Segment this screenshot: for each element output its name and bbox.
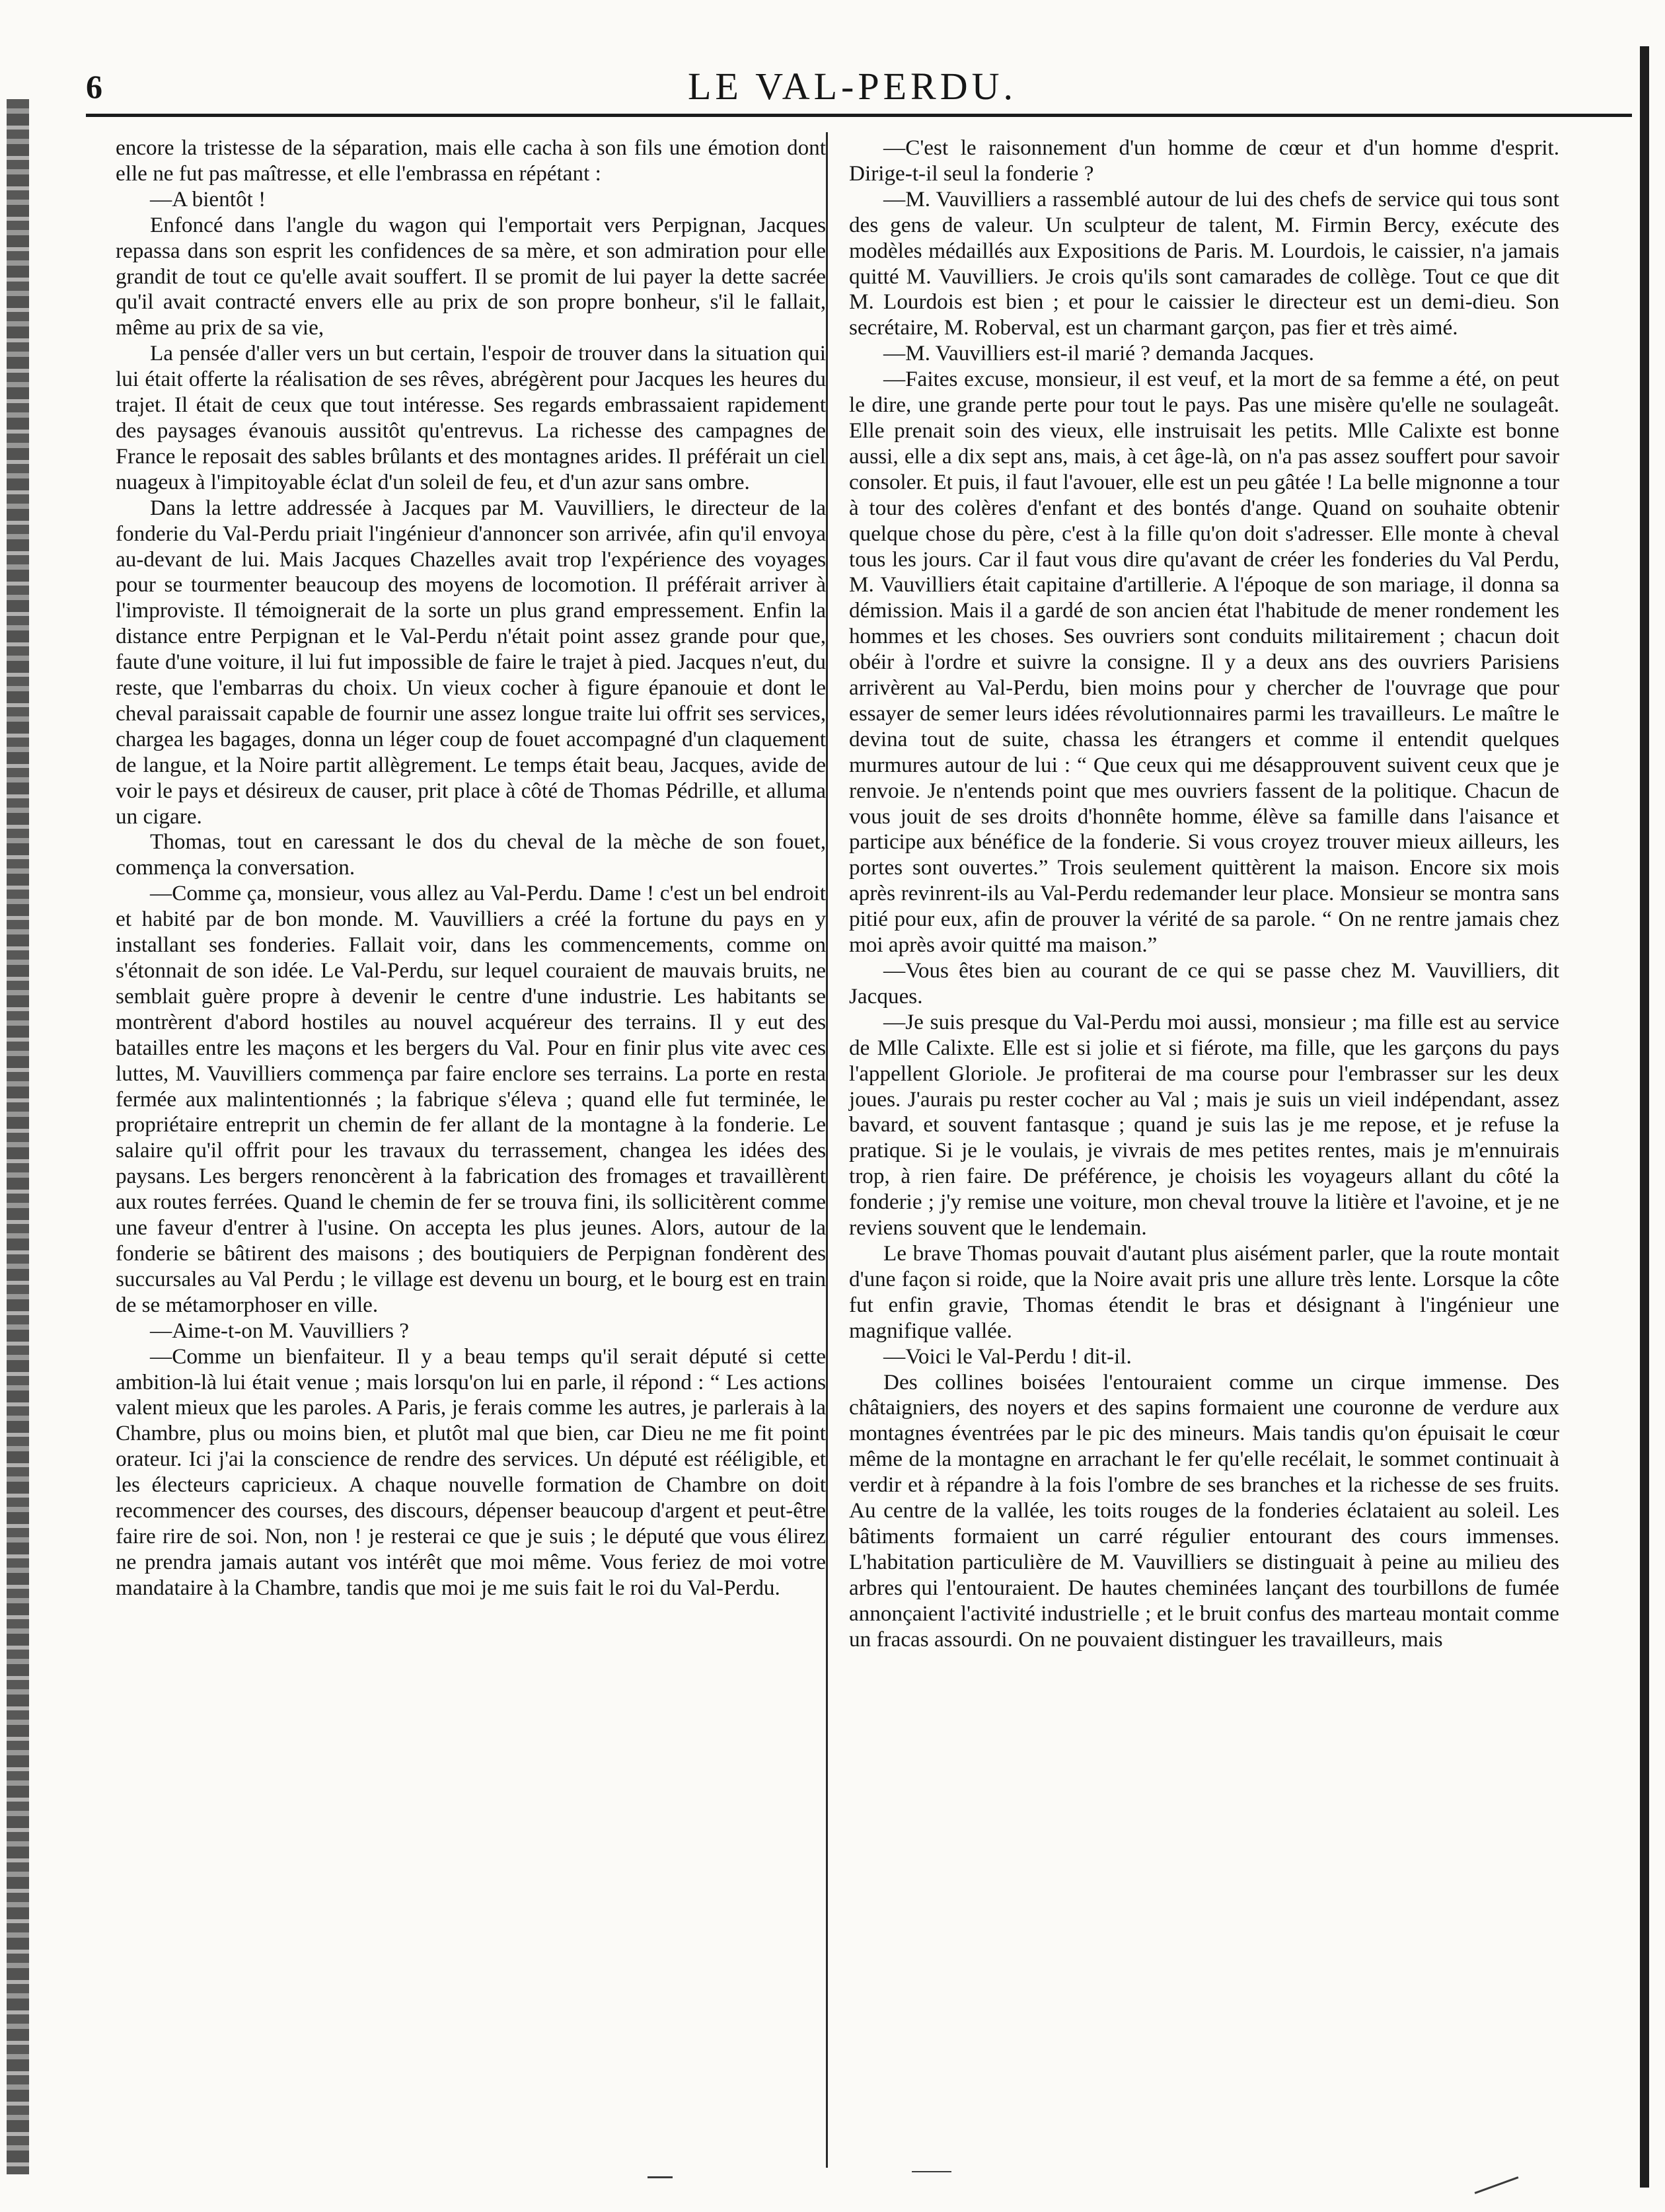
paragraph: Enfoncé dans l'angle du wagon qui l'emportait vers Perpignan, Jacques repassa dans son esprit les confidences de sa mère, et son admiration pour elle grandit de tout ce qu'elle avait souffert. Il se promit de lui payer la dette sacrée qu'il avait contracté envers elle au prix de son propre bonheur, s'il le fallait, même au prix de sa vie, xyxy=(116,212,826,340)
paragraph: —M. Vauvilliers a rassemblé autour de lui des chefs de service qui tous sont des gens de valeur. Un sculpteur de talent, M. Firmin Bercy, exécute des modèles médaillés aux Expositions de Paris. M. Lourdois, le caissier, n'a jamais quitté M. Vauvilliers. Je crois qu'ils sont camarades de collège. Tout ce que dit M. Lourdois est bien ; et pour le caissier le directeur est un demi-dieu. Son secrétaire, M. Roberval, est un charmant garçon, pas fier et très aimé. xyxy=(849,186,1559,340)
page-header xyxy=(86,63,1619,110)
scan-right-border xyxy=(1640,46,1649,2188)
left-column xyxy=(116,135,826,1601)
paragraph: —Comme ça, monsieur, vous allez au Val-Perdu. Dame ! c'est un bel endroit et habité par de bon monde. M. Vauvilliers a créé la fortune du pays en y installant ses fonderies. Fallait voir, dans les commencements, comme on s'étonnait de son idée. Le Val-Perdu, sur lequel couraient de mauvais bruits, ne semblait guère propre à devenir le centre d'une industrie. Les habitants se montrèrent d'abord hostiles au nouvel acquéreur des terrains. Il y eut des batailles entre les maçons et les bergers du Val. Pour en finir plus vite avec ces luttes, M. Vauvilliers commença par faire enclore ses terrains. La porte en resta fermée aux malintentionnés ; la fabrique s'éleva ; quand elle fut terminée, le propriétaire entreprit un chemin de fer allant de la montagne à la fonderie. Le salaire qu'il offrit pour les travaux du terrassement, changea les idées des paysans. Les bergers renoncèrent à la fabrication des fromages et travaillèrent aux routes ferrées. Quand le chemin de fer se trouva fini, ils sollicitèrent comme une faveur d'entrer à l'usine. On accepta les plus jeunes. Alors, autour de la fonderie se bâtirent des maisons ; des boutiquiers de Perpignan fondèrent des succursales au Val Perdu ; le village est devenu un bourg, et le bourg est en train de se métamorphoser en ville. xyxy=(116,881,826,1317)
running-title: LE VAL-PERDU. xyxy=(688,65,1017,108)
scan-binding-edge xyxy=(7,99,29,2174)
page-number: 6 xyxy=(86,68,102,105)
scan-speck xyxy=(912,2171,951,2172)
paragraph: —C'est le raisonnement d'un homme de cœur et d'un homme d'esprit. Dirige-t-il seul la fonderie ? xyxy=(849,135,1559,186)
paragraph: —Aime-t-on M. Vauvilliers ? xyxy=(150,1318,410,1343)
paragraph: —M. Vauvilliers est-il marié ? demanda Jacques. xyxy=(883,341,1314,366)
scan-speck xyxy=(648,2176,673,2178)
right-column xyxy=(849,135,1559,1652)
scan-speck xyxy=(1475,2176,1519,2194)
paragraph: Des collines boisées l'entouraient comme un cirque immense. Des châtaigniers, des noyers et des sapins formaient une couronne de verdure aux montagnes éventrées par le pic des mineurs. Mais tandis qu'on épuisait le cœur même de la montagne en arrachant le fer qu'elle recélait, le sommet continuait à verdir et à répandre à la fois l'ombre de ses branches et la richesse de ses fruits. Au centre de la vallée, les toits rouges de la fonderies éclataient au soleil. Les bâtiments formaient un carré régulier entourant des cours immenses. L'habitation particulière de M. Vauvilliers se distinguait à peine au milieu des arbres qui l'entouraient. De hautes cheminées lançant des tourbillons de fumée annonçaient l'activité industrielle ; et le bruit confus des marteau montait comme un fracas assourdi. On ne pouvaient distinguer les travailleurs, mais xyxy=(849,1369,1559,1652)
paragraph: encore la tristesse de la séparation, mais elle cacha à son fils une émotion dont elle ne fut pas maîtresse, et elle l'embrassa en répétant : xyxy=(116,135,826,186)
paragraph: —A bientôt ! xyxy=(150,186,266,211)
paragraph: —Faites excuse, monsieur, il est veuf, et la mort de sa femme a été, on peut le dire, une grande perte pour tout le pays. Pas une misère qu'elle ne soulageât. Elle prenait soin des vieux, elle instruisait les petits. Mlle Calixte est bonne aussi, elle a dix sept ans, mais, à cet âge-là, on n'a pas assez souffert pour savoir consoler. Et puis, il faut l'avouer, elle est un peu gâtée ! La belle mignonne a tour à tour des colères d'enfant et des bontés d'ange. Quand on souhaite obtenir quelque chose du père, c'est à la fille qu'on doit s'adresser. Elle monte à cheval tous les jours. Car il faut vous dire qu'avant de créer les fonderies du Val Perdu, M. Vauvilliers était capitaine d'artillerie. A l'époque de son mariage, il donna sa démission. Mais il a gardé de son ancien état l'habitude de mener rondement les hommes et les choses. Ses ouvriers sont conduits militairement ; chacun doit obéir à l'ordre et suivre la consigne. Il y a deux ans des ouvriers Parisiens arrivèrent au Val-Perdu, bien moins pour y chercher de l'ouvrage que pour essayer de semer leurs idées révolutionnaires parmi les travailleurs. Le maître le devina tout de suite, chassa les étrangers et comme il entendit quelques murmures autour de lui : “ Que ceux qui me désapprouvent suivent ceux que je renvoie. Je n'entends point que mes ouvriers fassent de la politique. Chacun de vous jouit de ses droits d'honnête homme, élève sa famille dans l'aisance et participe aux bénéfice de la fonderie. Si vous croyez trouver mieux ailleurs, les portes sont ouvertes.” Trois seulement quittèrent la maison. Encore six mois après revinrent-ils au Val-Perdu redemander leur place. Monsieur se montra sans pitié pour eux, afin de prouver la vérité de sa parole. “ On ne rentre jamais chez moi après avoir quitté ma maison.” xyxy=(849,367,1559,958)
paragraph: —Je suis presque du Val-Perdu moi aussi, monsieur ; ma fille est au service de Mlle Calixte. Elle est si jolie et si fiérote, ma fille, que les garçons du pays l'appellent Gloriole. Je profiterai de ma course pour l'embrasser sur les deux joues. J'aurais pu rester cocher au Val ; mais je suis un vieil indépendant, assez bavard, et souvent fantasque ; quand je suis las je me repose, et je refuse la pratique. Si je le voulais, je vivrais de mes petites rentes, mais je m'ennuirais trop, à rien faire. De préférence, je choisis les voyageurs allant du côté la fonderie ; j'y remise une voiture, mon cheval trouve la litière et l'avoine, et je ne reviens souvent que le lendemain. xyxy=(849,1009,1559,1240)
header-rule xyxy=(86,114,1632,117)
paragraph: —Voici le Val-Perdu ! dit-il. xyxy=(883,1344,1132,1369)
scan-noise xyxy=(0,2164,1665,2204)
paragraph: Dans la lettre addressée à Jacques par M. Vauvilliers, le directeur de la fonderie du Val-Perdu priait l'ingénieur d'annoncer son arrivée, afin qu'il envoya au-devant de lui. Mais Jacques Chazelles avait trop l'expérience des voyages pour se tourmenter beaucoup des moyens de locomotion. Il préférait arriver à l'improviste. Il témoignerait de la sorte un plus grand empressement. Enfin la distance entre Perpignan et le Val-Perdu n'était point assez grande pour que, faute d'une voiture, il lui fut impossible de faire le trajet à pied. Jacques n'eut, du reste, que l'embarras du choix. Un vieux cocher à figure épanouie et dont le cheval paraissait capable de fournir une assez longue traite lui offrit ses services, chargea les bagages, donna un léger coup de fouet accompagné d'un claquement de langue, et la Noire partit allègrement. Le temps était beau, Jacques, avide de voir le pays et désireux de causer, prit place à côté de Thomas Pédrille, et alluma un cigare. xyxy=(116,495,826,829)
paragraph: Thomas, tout en caressant le dos du cheval de la mèche de son fouet, commença la conversation. xyxy=(116,829,826,880)
paragraph: —Comme un bienfaiteur. Il y a beau temps qu'il serait député si cette ambition-là lui était venue ; mais lorsqu'on lui en parle, il répond : “ Les actions valent mieux que les paroles. A Paris, je ferais comme les autres, je parlerais à la Chambre, plus ou moins bien, et plutôt mal que bien, car Dieu ne me fit point orateur. Ici j'ai la conscience de rendre des services. Un député est rééligible, et les électeurs capricieux. A chaque nouvelle formation de Chambre on doit recommencer des courses, des discours, dépenser beaucoup d'argent et peut-être faire rire de soi. Non, non ! je resterai ce que je suis ; le député que vous élirez ne prendra jamais autant vos intérêt que moi même. Vous feriez de moi votre mandataire à la Chambre, tandis que moi je me suis fait le roi du Val-Perdu. xyxy=(116,1344,826,1600)
paragraph: Le brave Thomas pouvait d'autant plus aisément parler, que la route montait d'une façon si roide, que la Noire avait pris une allure très lente. Lorsque la côte fut enfin gravie, Thomas étendit le bras et désignant à l'ingénieur une magnifique vallée. xyxy=(849,1240,1559,1343)
column-divider xyxy=(826,132,828,2168)
paragraph: La pensée d'aller vers un but certain, l'espoir de trouver dans la situation qui lui était offerte la réalisation de ses rêves, abrégèrent pour Jacques les heures du trajet. Il était de ceux que tout intéresse. Ses regards embrassaient rapidement des paysages évanouis aussitôt qu'entrevus. La richesse des campagnes de France le reposait des sables brûlants et des montagnes arides. Il préférait un ciel nuageux à l'impitoyable éclat d'un soleil de feu, et d'un azur sans ombre. xyxy=(116,341,826,494)
paragraph: —Vous êtes bien au courant de ce qui se passe chez M. Vauvilliers, dit Jacques. xyxy=(849,958,1559,1009)
